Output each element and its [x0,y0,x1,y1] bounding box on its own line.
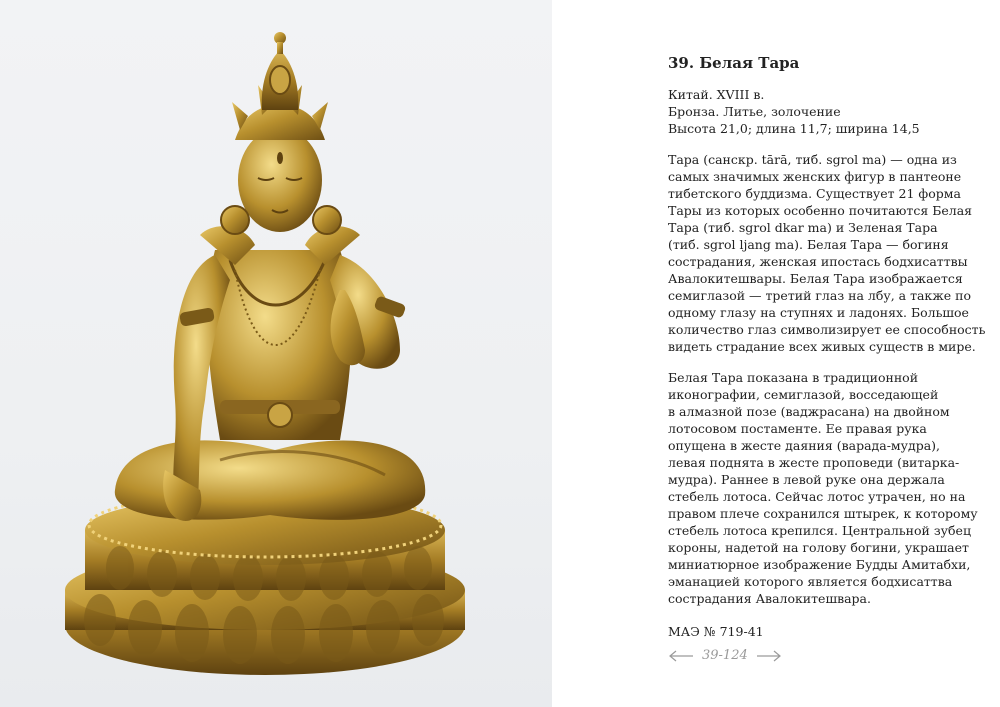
entry-meta [668,86,1000,137]
text-line: тибетского буддизма. Существует 21 форма [668,186,961,201]
text-line: правом плече сохранился штырек, к которому [668,506,978,521]
text-line: Белая Тара показана в традиционной [668,370,919,385]
text-line: самых значимых женских фигур в пантеоне [668,169,962,184]
text-line: сострадания, женская ипостась бодхисаттвы [668,254,968,269]
text-line: видеть страдание всех живых существ в мире. [668,339,976,354]
text-line: (тиб. sgrol ljang ma). Белая Тара — богиня [668,237,949,252]
text-line: опущена в жесте даяния (варада-мудра), [668,438,941,453]
text-line: одному глазу на ступнях и ладонях. Большое [668,305,969,320]
text-line: сострадания Авалокитешвара. [668,591,871,606]
text-line: стебель лотоса. Сейчас лотос утрачен, но на [668,489,966,504]
text-line: количество глаз символизирует ее способность [668,322,986,337]
text-line: лотосовом постаменте. Ее правая рука [668,421,927,436]
inventory-number: МАЭ № 719-41 [668,624,764,639]
text-line: иконографии, семиглазой, восседающей [668,387,939,402]
text-line: мудра). Раннее в левой руке она держала [668,472,945,487]
text-page [552,0,1000,707]
text-line: миниатюрное изображение Будды Амитабхи, [668,557,971,572]
description-paragraph-2 [668,369,1000,607]
meta-material: Бронза. Литье, золочение [668,104,841,119]
text-line: в алмазной позе (ваджрасана) на двойном [668,404,950,419]
tara-statue-image [40,20,510,690]
page-reference: 39-124 [702,648,748,663]
meta-origin: Китай. XVIII в. [668,87,765,102]
text-line: левая поднята в жесте проповеди (витарка- [668,455,960,470]
text-line: эманацией которого является бодхисаттва [668,574,953,589]
entry-title: 39. Белая Тара [668,54,800,72]
arrow-left-icon[interactable] [668,650,694,662]
description-paragraph-1 [668,151,1000,355]
text-line: Тара (тиб. sgrol dkar ma) и Зеленая Тара [668,220,938,235]
page-navigation [668,648,782,663]
text-line: Тары из которых особенно почитаются Белая [668,203,973,218]
text-line: короны, надетой на голову богини, украшает [668,540,969,555]
text-line: Тара (санскр. tārā, тиб. sgrol ma) — одна из [668,152,957,167]
text-line: Авалокитешвары. Белая Тара изображается [668,271,963,286]
arrow-right-icon[interactable] [756,650,782,662]
text-line: семиглазой — третий глаз на лбу, а также по [668,288,971,303]
meta-dimensions: Высота 21,0; длина 11,7; ширина 14,5 [668,121,920,136]
text-line: стебель лотоса крепился. Центральной зубец [668,523,971,538]
